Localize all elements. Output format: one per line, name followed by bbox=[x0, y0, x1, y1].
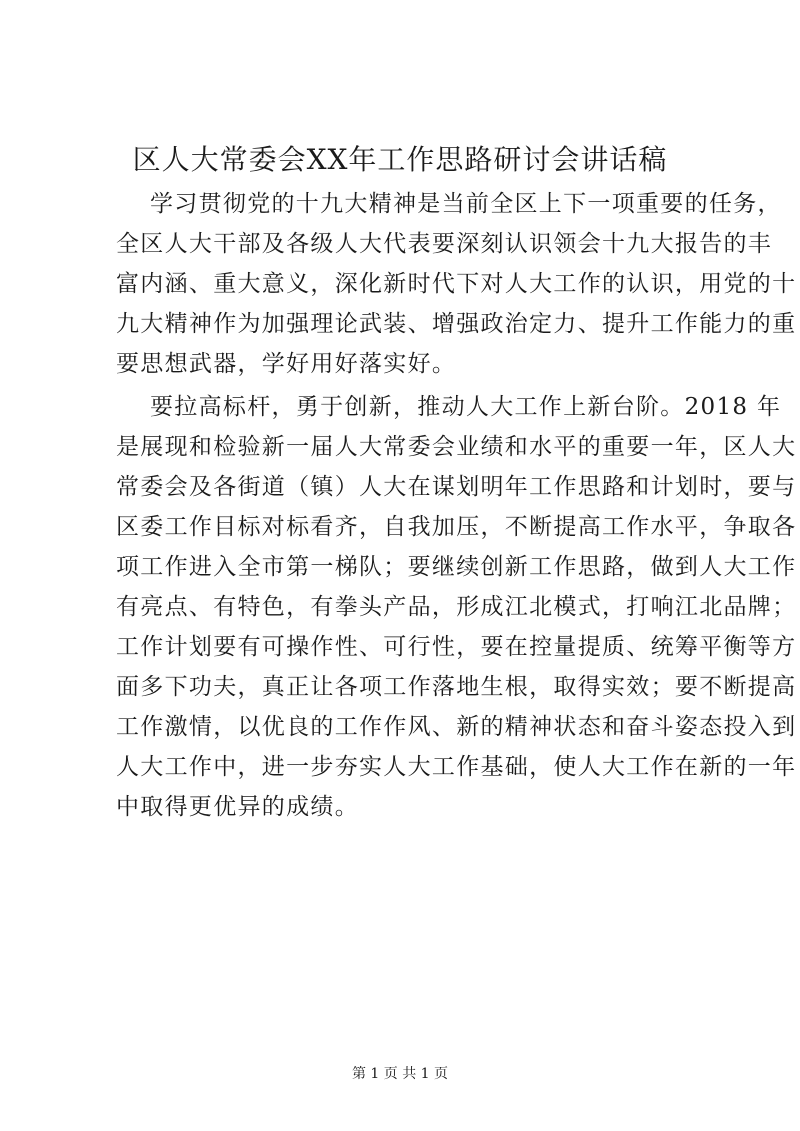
paragraph-line: 九大精神作为加强理论武装、增强政治定力、提升工作能力的重 bbox=[116, 311, 797, 337]
paragraph-line: 是展现和检验新一届人大常委会业绩和水平的重要一年，区人大 bbox=[116, 434, 797, 460]
paragraph-2 bbox=[116, 387, 797, 827]
paragraph-line: 富内涵、重大意义，深化新时代下对人大工作的认识，用党的十 bbox=[116, 271, 797, 297]
paragraph-line: 工作计划要有可操作性、可行性，要在控量提质、统筹平衡等方 bbox=[116, 634, 797, 660]
paragraph-line: 项工作进入全市第一梯队；要继续创新工作思路，做到人大工作 bbox=[116, 554, 797, 580]
paragraph-line: 人大工作中，进一步夯实人大工作基础，使人大工作在新的一年 bbox=[116, 754, 797, 780]
paragraph-line: 要拉高标杆，勇于创新，推动人大工作上新台阶。2018 年 bbox=[150, 394, 782, 420]
paragraph-line: 面多下功夫，真正让各项工作落地生根，取得实效；要不断提高 bbox=[116, 674, 797, 700]
paragraph-line: 工作激情，以优良的工作作风、新的精神状态和奋斗姿态投入到 bbox=[116, 714, 797, 740]
page-number-footer: 第 1 页 共 1 页 bbox=[351, 1066, 449, 1082]
paragraph-line: 区委工作目标对标看齐，自我加压，不断提高工作水平，争取各 bbox=[116, 514, 797, 540]
paragraph-line: 常委会及各街道（镇）人大在谋划明年工作思路和计划时，要与 bbox=[116, 474, 797, 500]
paragraph-line: 全区人大干部及各级人大代表要深刻认识领会十九大报告的丰 bbox=[116, 231, 773, 257]
paragraph-line: 中取得更优异的成绩。 bbox=[116, 794, 359, 820]
paragraph-line: 学习贯彻党的十九大精神是当前全区上下一项重要的任务， bbox=[150, 191, 782, 217]
document-body bbox=[116, 184, 797, 827]
paragraph-line: 要思想武器，学好用好落实好。 bbox=[116, 351, 457, 377]
paragraph-line: 有亮点、有特色，有拳头产品，形成江北模式，打响江北品牌； bbox=[116, 594, 797, 620]
document-title: 区人大常委会XX年工作思路研讨会讲话稿 bbox=[132, 143, 668, 176]
paragraph-1 bbox=[116, 184, 797, 384]
